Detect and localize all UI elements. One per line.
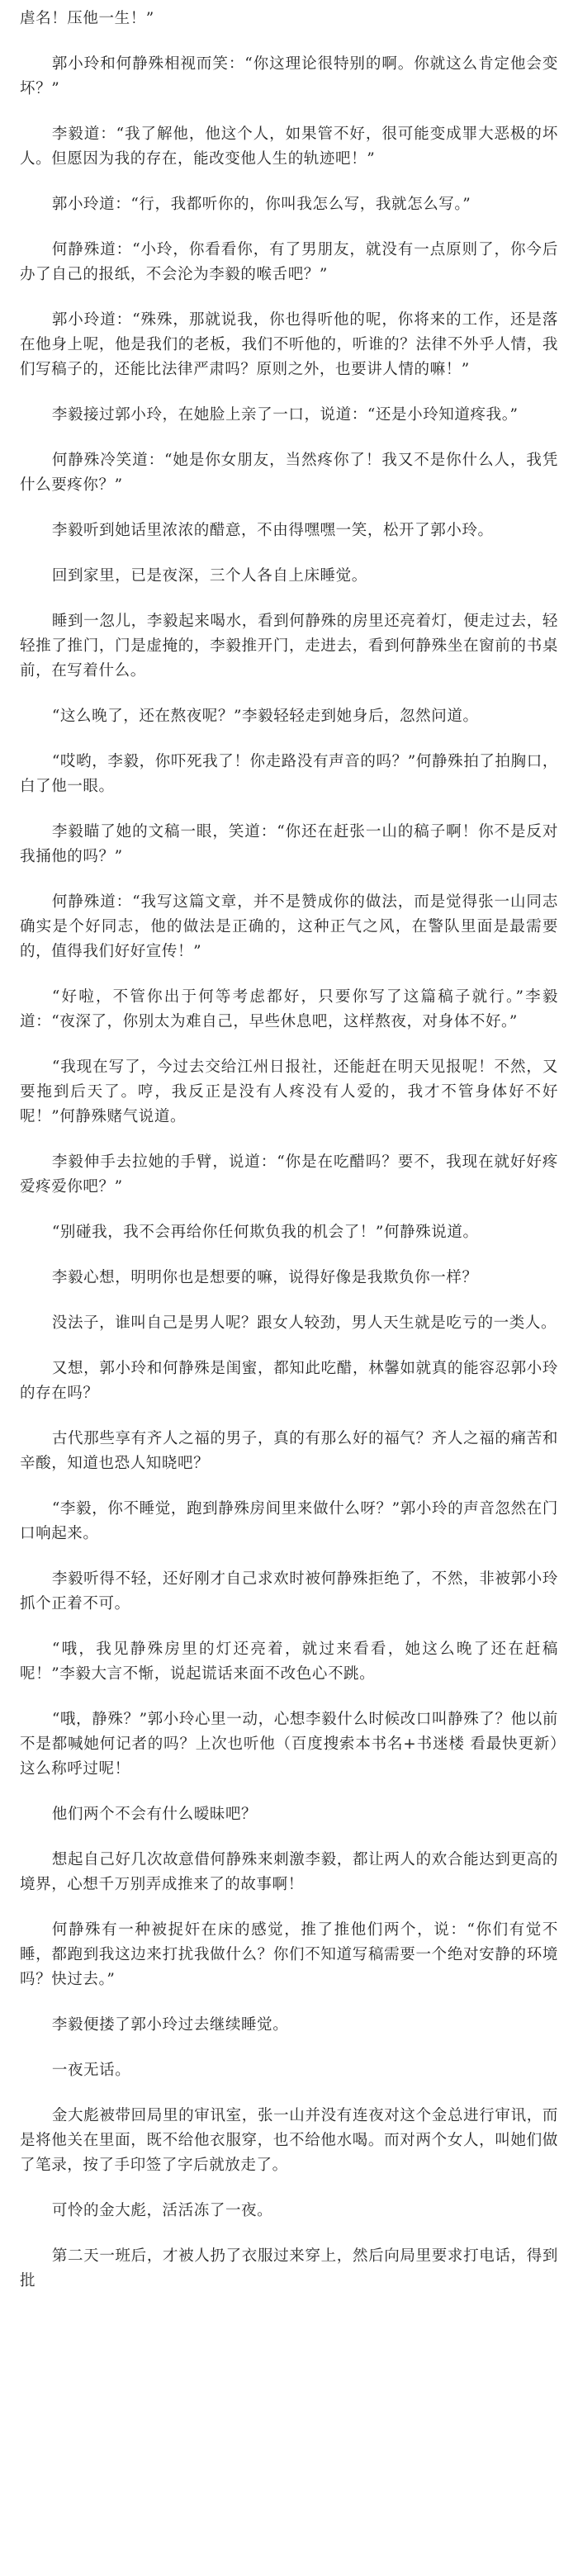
- paragraph: “哦，我见静殊房里的灯还亮着，就过来看看，她这么晚了还在赶稿呢！”李毅大言不惭，说起谎话来面不改色心不跳。: [20, 1641, 558, 1683]
- paragraph: 他们两个不会有什么暧昧吧？: [51, 1806, 258, 1823]
- paragraph: “哎哟，李毅，你吓死我了！你走路没有声音的吗？”何静殊拍了拍胸口，白了他一眼。: [20, 753, 558, 795]
- paragraph: “哦，静殊？”郭小玲心里一动，心想李毅什么时候改口叫静殊了？他以前不是都喊她何记者的吗？上次也听他（百度搜索本书名+书迷楼 看最快更新）这么称呼过呢！: [20, 1711, 558, 1778]
- paragraph: 李毅道：“我了解他，他这个人，如果管不好，很可能变成罪大恶极的坏人。但愿因为我的存在，能改变他人生的轨迹吧！”: [20, 125, 558, 168]
- paragraph: 金大彪被带回局里的审讯室，张一山并没有连夜对这个金总进行审讯，而是将他关在里面，既不给他衣服穿，也不给他水喝。而对两个女人，叫她们做了笔录，按了手印签了字后就放走了。: [20, 2107, 558, 2174]
- paragraph: 古代那些享有齐人之福的男子，真的有那么好的福气？齐人之福的痛苦和辛酸，知道也恐人知晓吧？: [20, 1430, 558, 1472]
- paragraph: 第二天一班后，才被人扔了衣服过来穿上，然后向局里要求打电话，得到批: [20, 2247, 558, 2290]
- paragraph: 李毅伸手去拉她的手臂，说道：“你是在吃醋吗？要不，我现在就好好疼爱疼爱你吧？”: [20, 1153, 558, 1196]
- paragraph: 郭小玲道：“行，我都听你的，你叫我怎么写，我就怎么写。”: [51, 196, 471, 213]
- paragraph: 李毅心想，明明你也是想要的嘛，说得好像是我欺负你一样？: [51, 1269, 478, 1286]
- paragraph: 李毅接过郭小玲，在她脸上亲了一口，说道：“还是小玲知道疼我。”: [51, 406, 519, 424]
- paragraph: 没法子，谁叫自己是男人呢？跟女人较劲，男人天生就是吃亏的一类人。: [51, 1314, 557, 1332]
- paragraph: 一夜无话。: [51, 2062, 131, 2079]
- paragraph: “李毅，你不睡觉，跑到静殊房间里来做什么呀？”郭小玲的声音忽然在门口响起来。: [20, 1500, 558, 1542]
- paragraph: 郭小玲和何静殊相视而笑：“你这理论很特别的啊。你就这么肯定他会变坏？”: [20, 55, 558, 97]
- paragraph: 李毅听到她话里浓浓的醋意，不由得嘿嘿一笑，松开了郭小玲。: [51, 522, 494, 539]
- paragraph: 想起自己好几次故意借何静殊来刺激李毅，都让两人的欢合能达到更高的境界，心想千万别弄成推来了的故事啊！: [20, 1851, 558, 1893]
- paragraph: 又想，郭小玲和何静殊是闺蜜，都知此吃醋，林馨如就真的能容忍郭小玲的存在吗？: [20, 1360, 558, 1402]
- paragraph: 虐名！压他一生！”: [20, 10, 154, 27]
- paragraph: “好啦，不管你出于何等考虑都好，只要你写了这篇稿子就行。”李毅道：“夜深了，你别太为难自己，早些休息吧，这样熬夜，对身体不好。”: [20, 988, 558, 1030]
- paragraph: 李毅听得不轻，还好刚才自己求欢时被何静殊拒绝了，不然，非被郭小玲抓个正着不可。: [20, 1570, 558, 1612]
- paragraph: 睡到一忽儿，李毅起来喝水，看到何静殊的房里还亮着灯，便走过去，轻轻推了推门，门是虚掩的，李毅推开门，走进去，看到何静殊坐在窗前的书桌前，在写着什么。: [20, 613, 558, 680]
- paragraph: “别碰我，我不会再给你任何欺负我的机会了！”何静殊说道。: [51, 1224, 479, 1241]
- paragraph: 何静殊冷笑道：“她是你女朋友，当然疼你了！我又不是你什么人，我凭什么要疼你？”: [20, 452, 558, 494]
- paragraph: 何静殊道：“小玲，你看看你，有了男朋友，就没有一点原则了，你今后办了自己的报纸，不会沦为李毅的喉舌吧？”: [20, 241, 558, 283]
- paragraph: 何静殊有一种被捉奸在床的感觉，推了推他们两个，说：“你们有觉不睡，都跑到我这边来打扰我做什么？你们不知道写稿需要一个绝对安静的环境吗？快过去。”: [20, 1921, 558, 1988]
- paragraph: 回到家里，已是夜深，三个人各自上床睡觉。: [51, 567, 367, 585]
- paragraph: 郭小玲道：“殊殊，那就说我，你也得听他的呢，你将来的工作，还是落在他身上呢，他是我们的老板，我们不听他的，听谁的？法律不外乎人情，我们写稿子的，还能比法律严肃吗？原则之外，也要讲人情的嘛！”: [20, 311, 558, 378]
- paragraph: 可怜的金大彪，活活冻了一夜。: [51, 2202, 273, 2219]
- paragraph: 何静殊道：“我写这篇文章，并不是赞成你的做法，而是觉得张一山同志确实是个好同志，他的做法是正确的，这种正气之风，在警队里面是最需要的，值得我们好好宣传！”: [20, 893, 558, 960]
- paragraph: 李毅便搂了郭小玲过去继续睡觉。: [51, 2016, 289, 2034]
- paragraph: “我现在写了，今过去交给江州日报社，还能赶在明天见报呢！不然，又要拖到后天了。哼，我反正是没有人疼没有人爱的，我才不管身体好不好呢！”何静殊赌气说道。: [20, 1058, 558, 1125]
- paragraph: 李毅瞄了她的文稿一眼，笑道：“你还在赶张一山的稿子啊！你不是反对我捅他的吗？”: [20, 823, 558, 865]
- paragraph: “这么晚了，还在熬夜呢？”李毅轻轻走到她身后，忽然问道。: [51, 708, 479, 725]
